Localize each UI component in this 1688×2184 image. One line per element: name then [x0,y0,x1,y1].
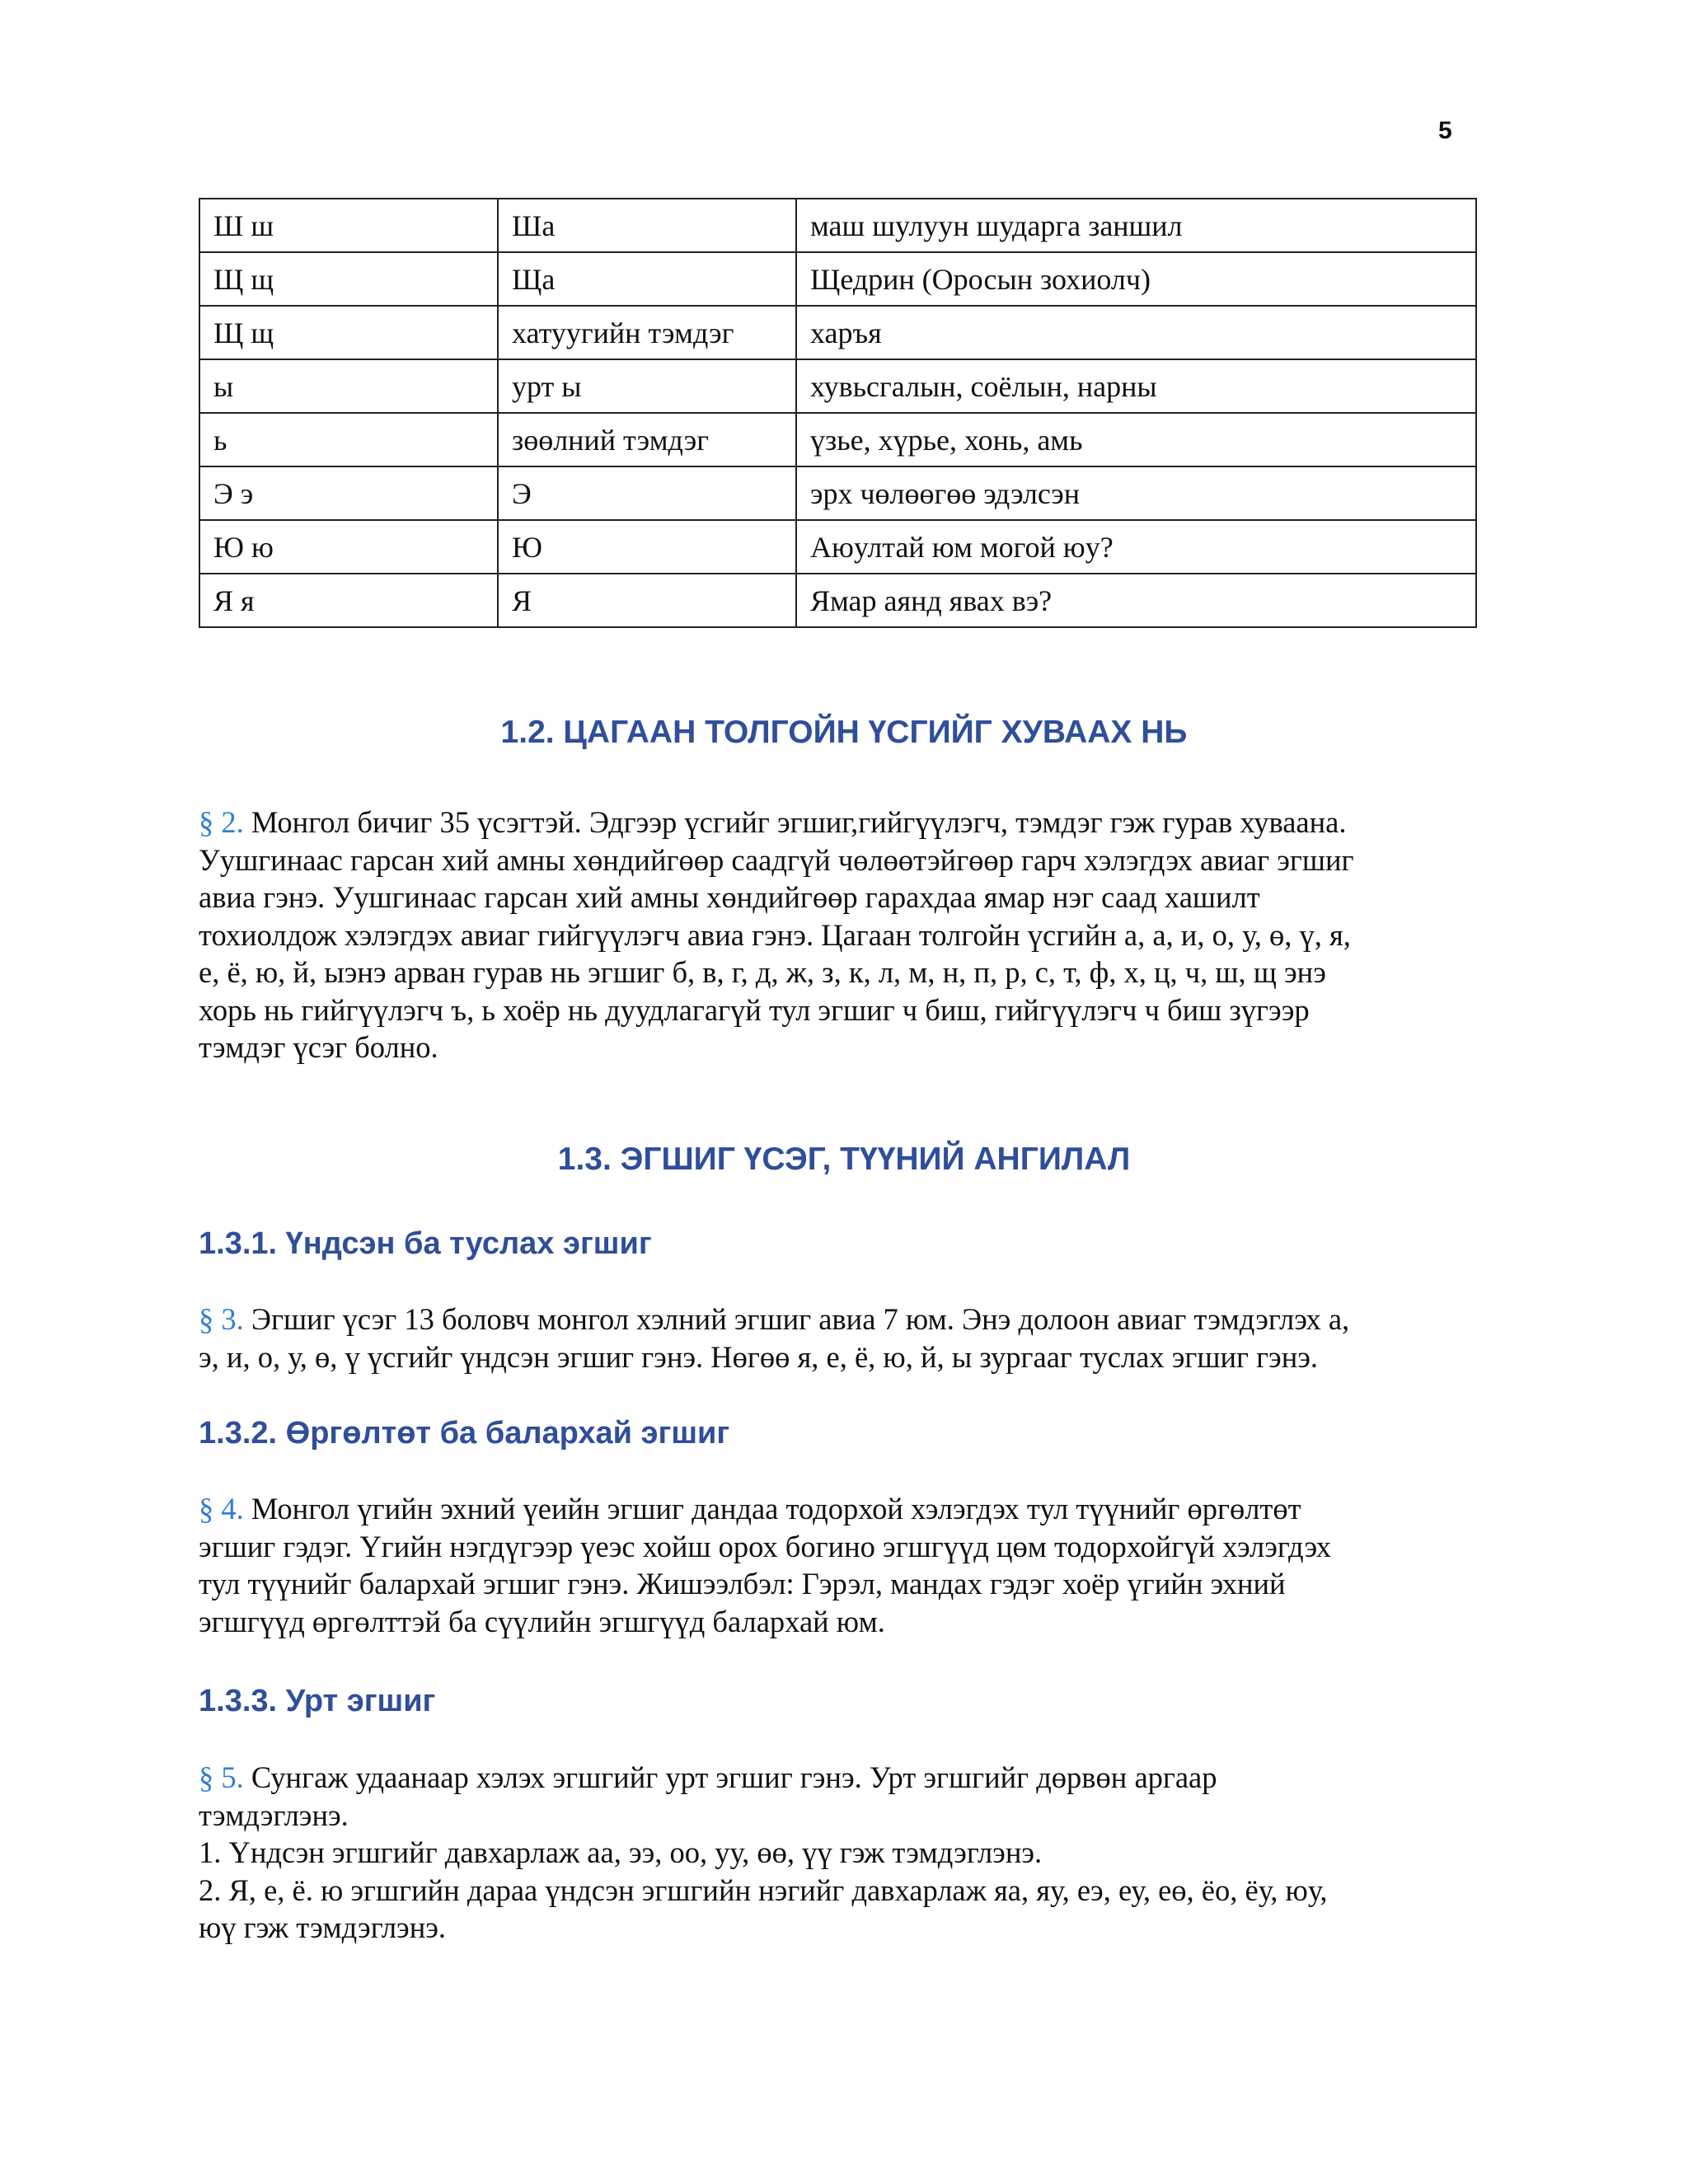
paragraph-mark: § 3. [199,1302,244,1336]
example-cell: хувьсгалын, соёлын, нарны [796,359,1476,413]
sub-heading-1-3-3: 1.3.3. Урт эгшиг [199,1684,436,1718]
letter-cell: Щ щ [199,252,498,306]
section-heading-1-2: 1.2. ЦАГААН ТОЛГОЙН ҮСГИЙГ ХУВААХ НЬ [500,715,1188,750]
paragraph-line [199,1301,1484,1338]
table-row [199,466,1476,520]
name-cell: Я [498,574,796,627]
page-number: 5 [1438,117,1452,144]
name-cell: Ша [498,199,796,252]
paragraph-text: Монгол үгийн эхний үеийн эгшиг дандаа тодорхой хэлэгдэх тул түүнийг өргөлтөт [243,1492,1301,1526]
table-row [199,520,1476,574]
example-cell: Щедрин (Оросын зохиолч) [796,252,1476,306]
paragraph-line: э, и, о, у, ө, ү үсгийг үндсэн эгшиг гэнэ. Нөгөө я, е, ё, ю, й, ы зургааг туслах эгшиг гэнэ. [199,1339,1319,1374]
example-cell: маш шулуун шударга заншил [796,199,1476,252]
paragraph-line: эгшгүүд өргөлттэй ба сүүлийн эгшгүүд балархай юм. [199,1604,885,1638]
paragraph-mark: § 2. [199,805,244,839]
paragraph-line: тэмдэглэнэ. [199,1797,349,1832]
paragraph-line: хорь нь гийгүүлэгч ъ, ь хоёр нь дуудлагагүй тул эгшиг ч биш, гийгүүлэгч ч биш зүгээр [199,992,1310,1027]
table-row [199,199,1476,252]
table-row [199,574,1476,627]
paragraph-text: Эгшиг үсэг 13 боловч монгол хэлний эгшиг авиа 7 юм. Энэ долоон авиаг тэмдэглэх а, [243,1302,1350,1336]
section-heading-1-3: 1.3. ЭГШИГ ҮСЭГ, ТҮҮНИЙ АНГИЛАЛ [557,1141,1131,1177]
sub-heading-1-3-2: 1.3.2. Өргөлтөт ба балархай эгшиг [199,1416,730,1451]
letter-cell: Ю ю [199,520,498,574]
example-cell: Аюултай юм могой юу? [796,520,1476,574]
letter-cell: Я я [199,574,498,627]
paragraph-line [199,1490,1484,1528]
paragraph-line: тэмдэг үсэг болно. [199,1030,438,1064]
paragraph-line: 1. Үндсэн эгшгийг давхарлаж аа, ээ, оо, уу, өө, үү гэж тэмдэглэнэ. [199,1835,1043,1869]
table-row [199,413,1476,466]
table-row [199,359,1476,413]
paragraph-line: эгшиг гэдэг. Үгийн нэгдүгээр үеэс хойш орох богино эгшгүүд цөм тодорхойгүй хэлэгдэх [199,1529,1331,1563]
letter-cell: ы [199,359,498,413]
paragraph-2 [199,804,1484,1066]
paragraph-line: 2. Я, е, ё. ю эгшгийн дараа үндсэн эгшгийн нэгийг давхарлаж яа, яу, еэ, еу, еө, ёо, ёу, юу, [199,1872,1328,1907]
paragraph-line: Уушгинаас гарсан хий амны хөндийгөөр саадгүй чөлөөтэйгөөр гарч хэлэгдэх авиаг эгшиг [199,842,1354,877]
paragraph-line: тул түүнийг балархай эгшиг гэнэ. Жишээлбэл: Гэрэл, мандах гэдэг хоёр үгийн эхний [199,1567,1286,1601]
name-cell: Ю [498,520,796,574]
letter-cell: ь [199,413,498,466]
letter-cell: Щ щ [199,306,498,359]
paragraph-line: тохиолдож хэлэгдэх авиаг гийгүүлэгч авиа гэнэ. Цагаан толгойн үсгийн а, а, и, о, у, ө, ү, я, [199,917,1351,952]
name-cell: Э [498,466,796,520]
paragraph-line [199,1759,1484,1797]
table-row [199,306,1476,359]
paragraph-mark: § 4. [199,1492,244,1526]
paragraph-5 [199,1759,1484,1947]
sub-heading-1-3-1: 1.3.1. Үндсэн ба туслах эгшиг [199,1226,652,1261]
name-cell: Ща [498,252,796,306]
paragraph-mark: § 5. [199,1760,244,1794]
alphabet-table [199,198,1477,628]
name-cell: хатуугийн тэмдэг [498,306,796,359]
example-cell: эрх чөлөөгөө эдэлсэн [796,466,1476,520]
paragraph-text: Монгол бичиг 35 үсэгтэй. Эдгээр үсгийг эгшиг,гийгүүлэгч, тэмдэг гэж гурав хуваана. [243,805,1347,839]
letter-cell: Ш ш [199,199,498,252]
paragraph-line: е, ё, ю, й, ыэнэ арван гурав нь эгшиг б, в, г, д, ж, з, к, л, м, н, п, р, с, т, ф, х, ц, ч, ш, щ энэ [199,955,1326,989]
letter-cell: Э э [199,466,498,520]
name-cell: урт ы [498,359,796,413]
example-cell: Ямар аянд явах вэ? [796,574,1476,627]
paragraph-3 [199,1301,1484,1376]
name-cell: зөөлний тэмдэг [498,413,796,466]
example-cell: харъя [796,306,1476,359]
paragraph-line: юү гэж тэмдэглэнэ. [199,1910,447,1944]
paragraph-4 [199,1490,1484,1640]
paragraph-line [199,804,1484,841]
example-cell: үзье, хүрье, хонь, амь [796,413,1476,466]
paragraph-text: Сунгаж удаанаар хэлэх эгшгийг урт эгшиг гэнэ. Урт эгшгийг дөрвөн аргаар [243,1760,1217,1794]
table-row [199,252,1476,306]
paragraph-line: авиа гэнэ. Уушгинаас гарсан хий амны хөндийгөөр гарахдаа ямар нэг саад хашилт [199,880,1260,914]
